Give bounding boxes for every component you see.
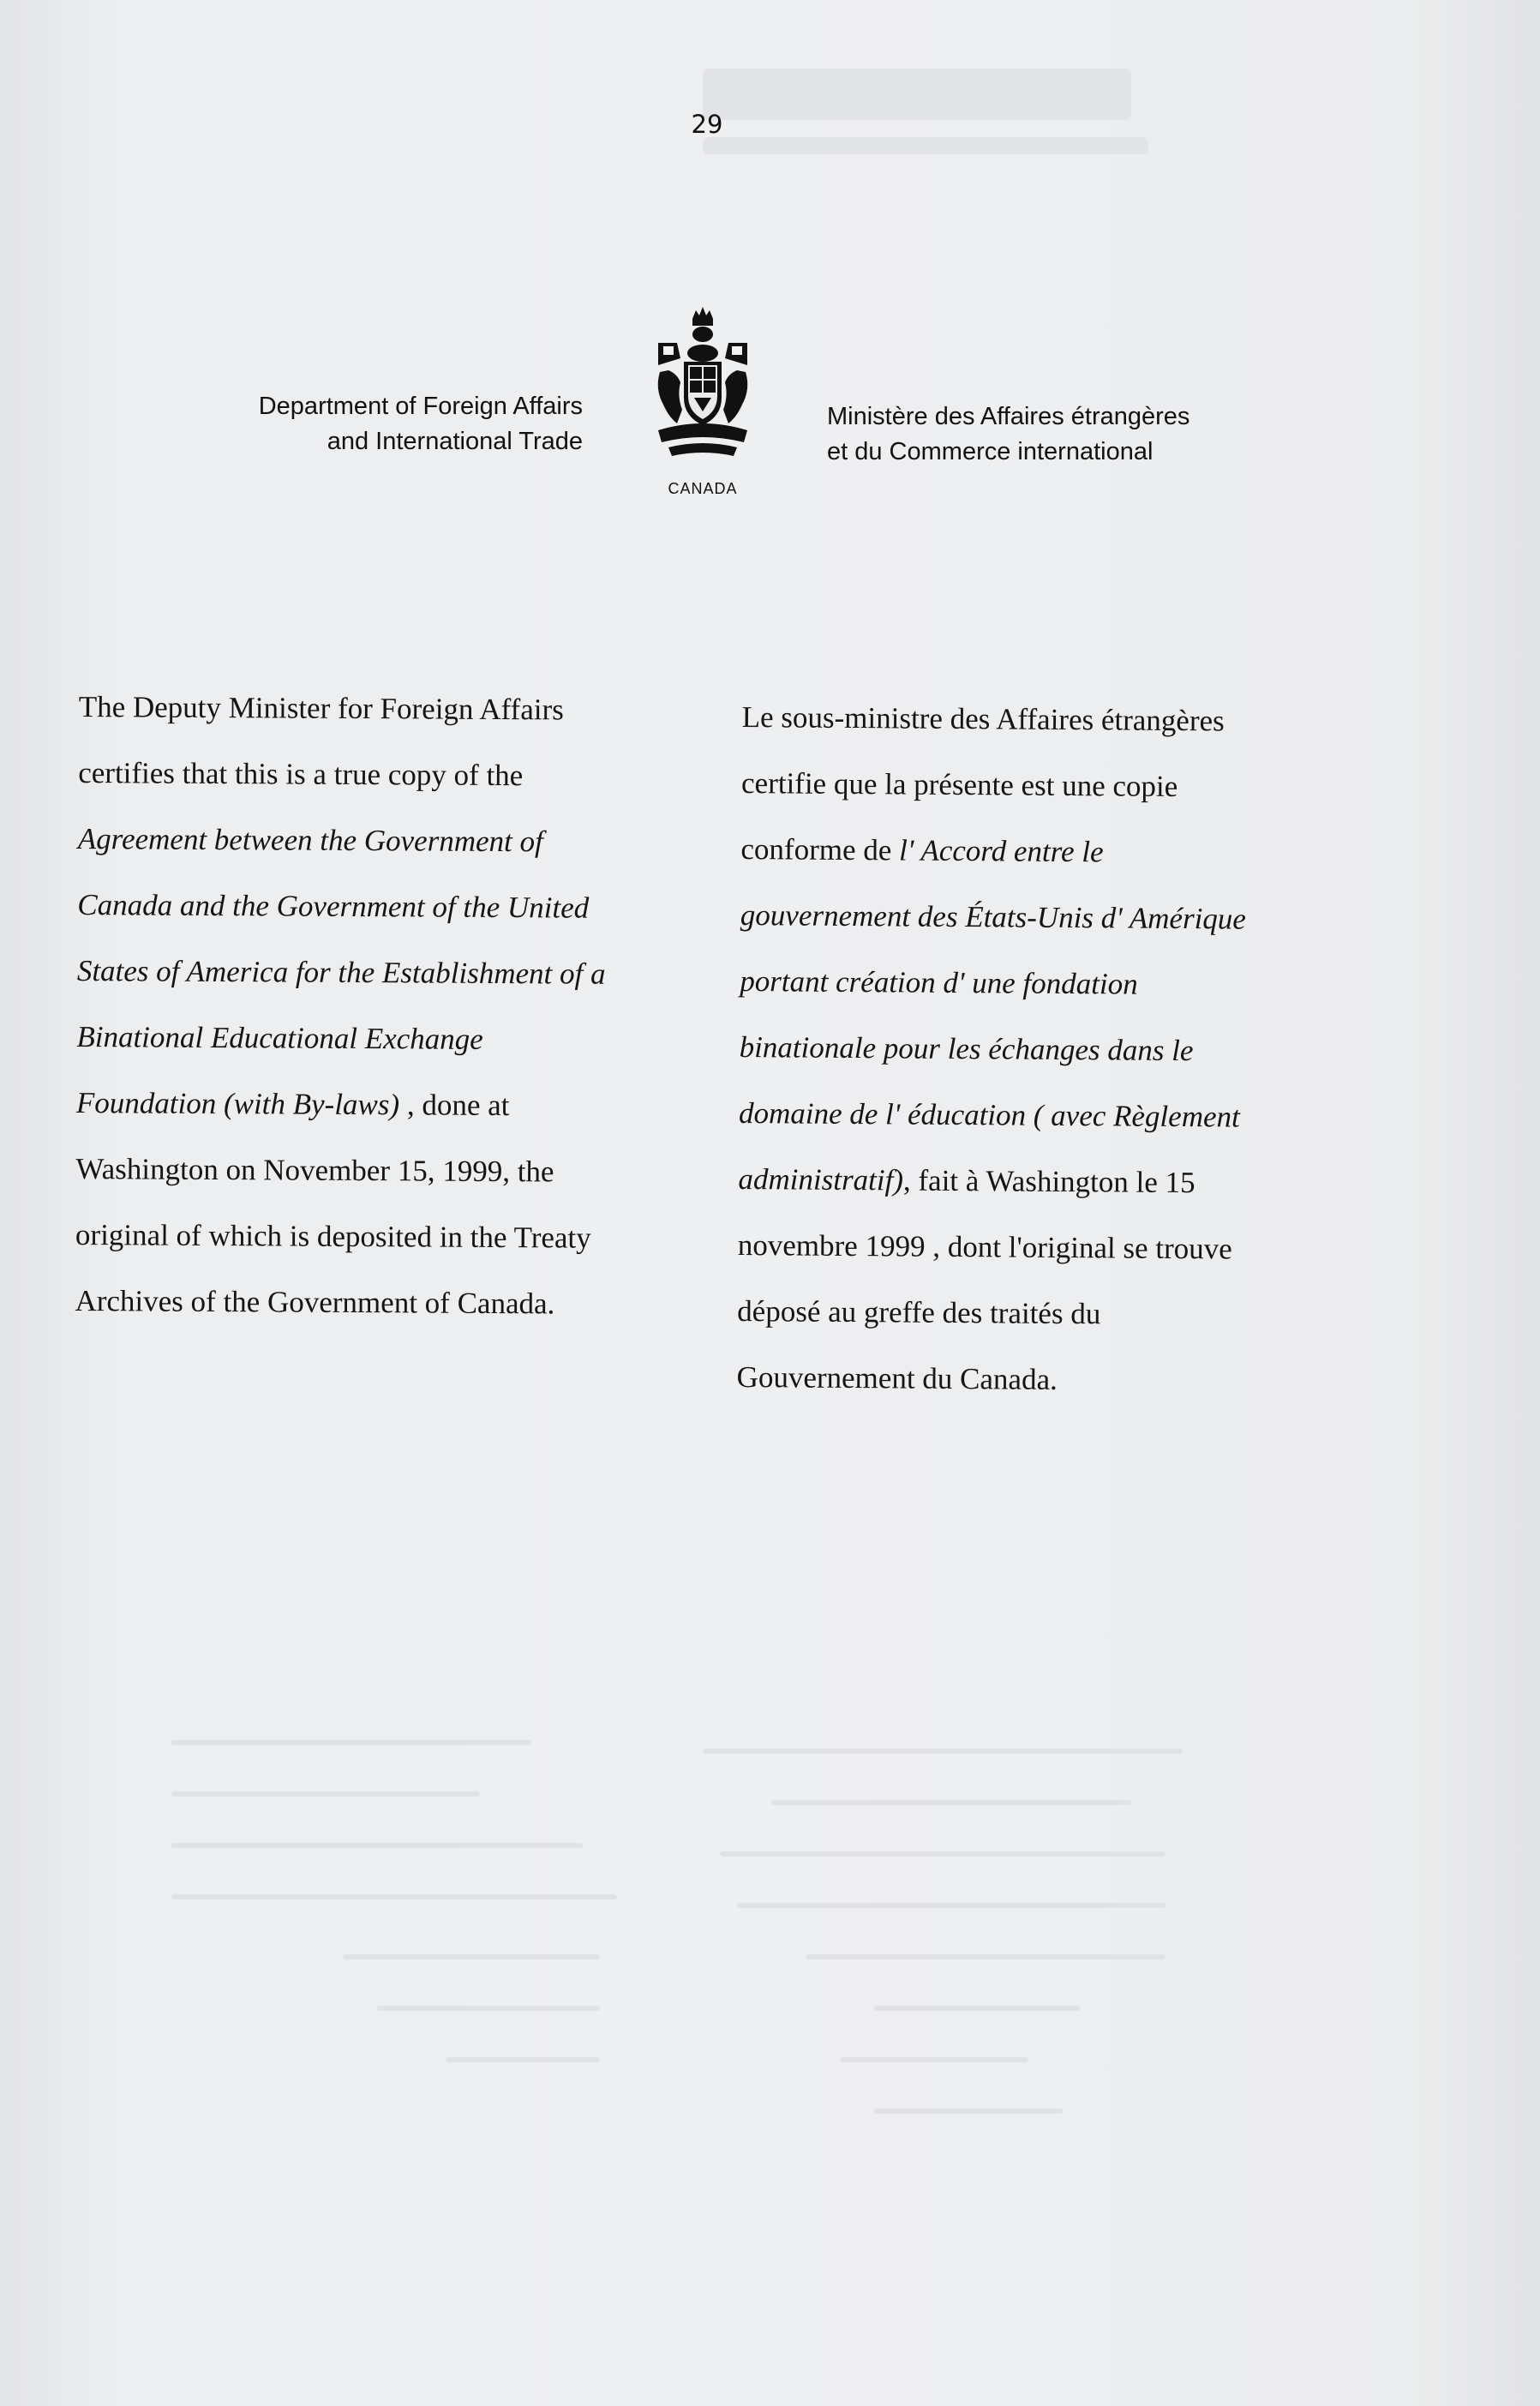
certificate-line [78,806,695,875]
department-name-fr [827,399,1273,470]
certificate-line: déposé au greffe des traités du [737,1293,1101,1331]
agreement-title: gouvernement des États-Unis d' Amérique [740,897,1247,936]
certificate-line: novembre 1999 , dont l'original se trouve [737,1227,1232,1266]
certificate-line: Washington on November 15, 1999, the [75,1151,554,1189]
certificate-line [77,872,694,941]
certificate-text: , fait à Washington le 15 [902,1163,1195,1200]
certificate-text: , done at [399,1088,510,1123]
certificate-line [77,938,694,1007]
certificate-text-en [75,674,696,1337]
certificate-line [76,1004,693,1073]
certificate-line [740,882,1393,953]
certificate-line: original of which is deposited in the Treaty [75,1217,591,1255]
agreement-title: Agreement between the Government of [77,821,543,859]
agreement-title: domaine de l' éducation ( avec Règlement [738,1095,1240,1134]
department-name-en [154,389,583,459]
certificate-line [739,1014,1391,1085]
agreement-title: l' Accord entre le [898,833,1104,869]
certificate-line: certifies that this is a true copy of the [78,755,524,793]
canada-wordmark: CANADA [668,480,738,497]
certificate-line [76,1070,693,1139]
agreement-title: binationale pour les échanges dans le [739,1029,1194,1068]
bleed-through-text [703,60,1148,163]
agreement-title: portant création d' une fondation [740,963,1138,1001]
page-number: 29 [691,110,723,139]
certificate-text-fr [736,684,1393,1415]
canada-coat-of-arms-icon [643,303,763,475]
certificate-line: The Deputy Minister for Foreign Affairs [78,689,564,727]
agreement-title: States of America for the Establishment of a [76,953,606,991]
certificate-text: conforme de [740,831,900,867]
agreement-title: Canada and the Government of the United [77,887,590,925]
department-name-en-line: Department of Foreign Affairs [258,393,583,420]
bleed-through-text [171,1740,1285,2151]
department-name-en-line: and International Trade [327,428,583,455]
department-name-fr-line: Ministère des Affaires étrangères [827,403,1190,430]
agreement-title: Binational Educational Exchange [76,1019,483,1056]
certificate-line [739,1080,1391,1151]
department-name-fr-line: et du Commerce international [827,438,1154,465]
certificate-line: Gouvernement du Canada. [736,1359,1058,1396]
certificate-line [740,948,1392,1019]
certificate-line: Archives of the Government of Canada. [75,1283,555,1321]
certificate-line [740,816,1393,887]
agreement-title: administratif) [738,1161,904,1197]
certificate-line: Le sous-ministre des Affaires étrangères [741,699,1225,738]
certificate-line [738,1146,1390,1217]
agreement-title: Foundation (with By-laws) [75,1085,400,1122]
certificate-line: certifie que la présente est une copie [740,765,1178,803]
